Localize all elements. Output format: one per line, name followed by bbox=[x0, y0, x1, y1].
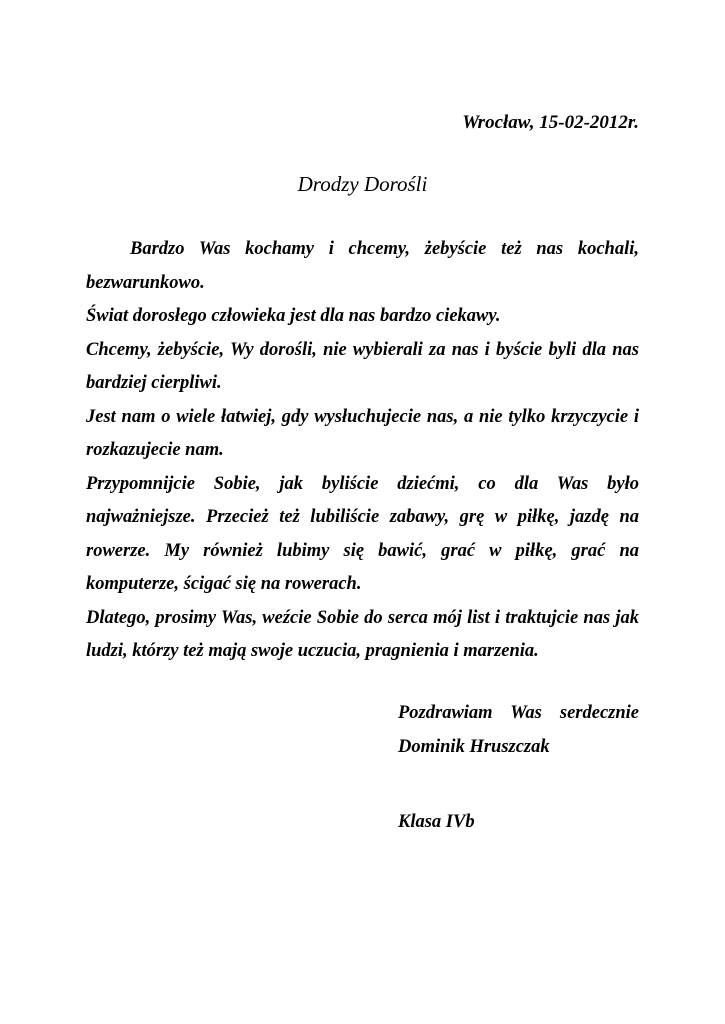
letter-closing: Pozdrawiam Was serdecznie bbox=[398, 703, 639, 723]
letter-paragraph: Przypomnijcie Sobie, jak byliście dziećmi, co dla Was było najważniejsze. Przecież też lubiliście zabawy, grę w piłkę, jazdę na rowerze. My również lubimy się bawić, grać w piłkę, grać na komputerze, ścigać się na rowerach. bbox=[86, 473, 639, 594]
letter-date: Wrocław, 15-02-2012r. bbox=[462, 112, 639, 133]
letter-paragraph: Jest nam o wiele łatwiej, gdy wysłuchujecie nas, a nie tylko krzyczycie i rozkazujecie nam. bbox=[86, 406, 639, 460]
letter-body bbox=[86, 233, 639, 669]
letter-paragraph: Chcemy, żebyście, Wy dorośli, nie wybierali za nas i byście byli dla nas bardziej cierpliwi. bbox=[86, 339, 639, 393]
letter-author: Dominik Hruszczak bbox=[398, 737, 550, 757]
letter-class: Klasa IVb bbox=[398, 812, 475, 832]
letter-paragraph: Dlatego, prosimy Was, weźcie Sobie do serca mój list i traktujcie nas jak ludzi, którzy też mają swoje uczucia, pragnienia i marzenia. bbox=[86, 607, 639, 661]
letter-paragraph: Bardzo Was kochamy i chcemy, żebyście też nas kochali, bezwarunkowo. bbox=[86, 239, 639, 293]
letter-paragraph: Świat dorosłego człowieka jest dla nas bardzo ciekawy. bbox=[86, 306, 501, 326]
letter-salutation: Drodzy Dorośli bbox=[297, 172, 428, 196]
